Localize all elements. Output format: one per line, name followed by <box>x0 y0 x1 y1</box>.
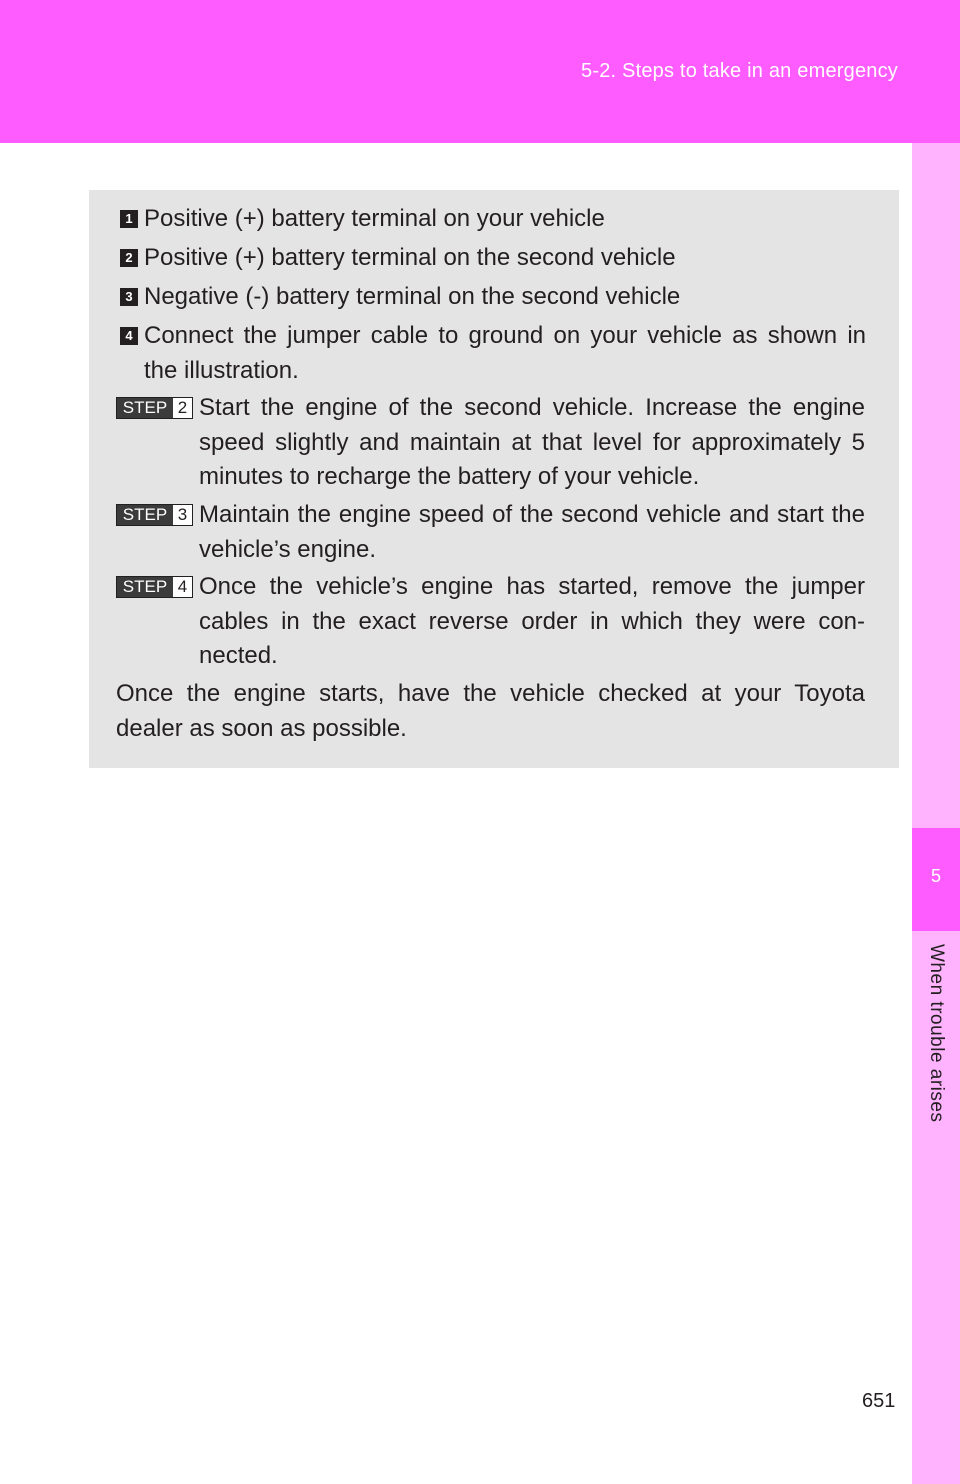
step-text: Once the vehicle’s engine has started, remove the jumper cables in the exact reverse order in which they were con-nected. <box>199 573 865 669</box>
page-header <box>0 0 960 143</box>
step-badge <box>116 576 193 598</box>
chapter-title: When trouble arises <box>926 944 947 1123</box>
step-number: 3 <box>177 505 188 524</box>
list-item: Negative (-) battery terminal on the second vehicle <box>144 283 681 310</box>
item-number-badge: 4 <box>120 327 138 345</box>
step-label: STEP <box>117 505 173 525</box>
step-text: Maintain the engine speed of the second vehicle and start the vehicle’s engine. <box>199 501 865 563</box>
step-badge <box>116 504 193 526</box>
list-item: Positive (+) battery terminal on the second vehicle <box>144 244 676 271</box>
chapter-tab <box>912 828 960 931</box>
item-number-badge: 3 <box>120 288 138 306</box>
side-strip <box>912 143 960 1484</box>
step-label: STEP <box>117 577 173 597</box>
section-title: 5-2. Steps to take in an emergency <box>581 60 898 82</box>
step-text: Start the engine of the second vehicle. Increase the engine speed slightly and maintain at that level for approximately 5 minutes to recharge the battery of your vehicle. <box>199 394 865 490</box>
note-paragraph: Once the engine starts, have the vehicle checked at your Toyota dealer as soon as possible. <box>116 680 865 742</box>
list-item: Positive (+) battery terminal on your vehicle <box>144 205 605 232</box>
page-number: 651 <box>862 1390 896 1412</box>
list-item: Connect the jumper cable to ground on your vehicle as shown in the illustration. <box>144 322 866 384</box>
step-number: 4 <box>177 577 188 596</box>
item-number-badge: 1 <box>120 210 138 228</box>
step-number: 2 <box>177 398 188 417</box>
step-label: STEP <box>117 398 173 418</box>
chapter-number: 5 <box>930 866 941 886</box>
item-number-badge: 2 <box>120 249 138 267</box>
step-badge <box>116 397 193 419</box>
